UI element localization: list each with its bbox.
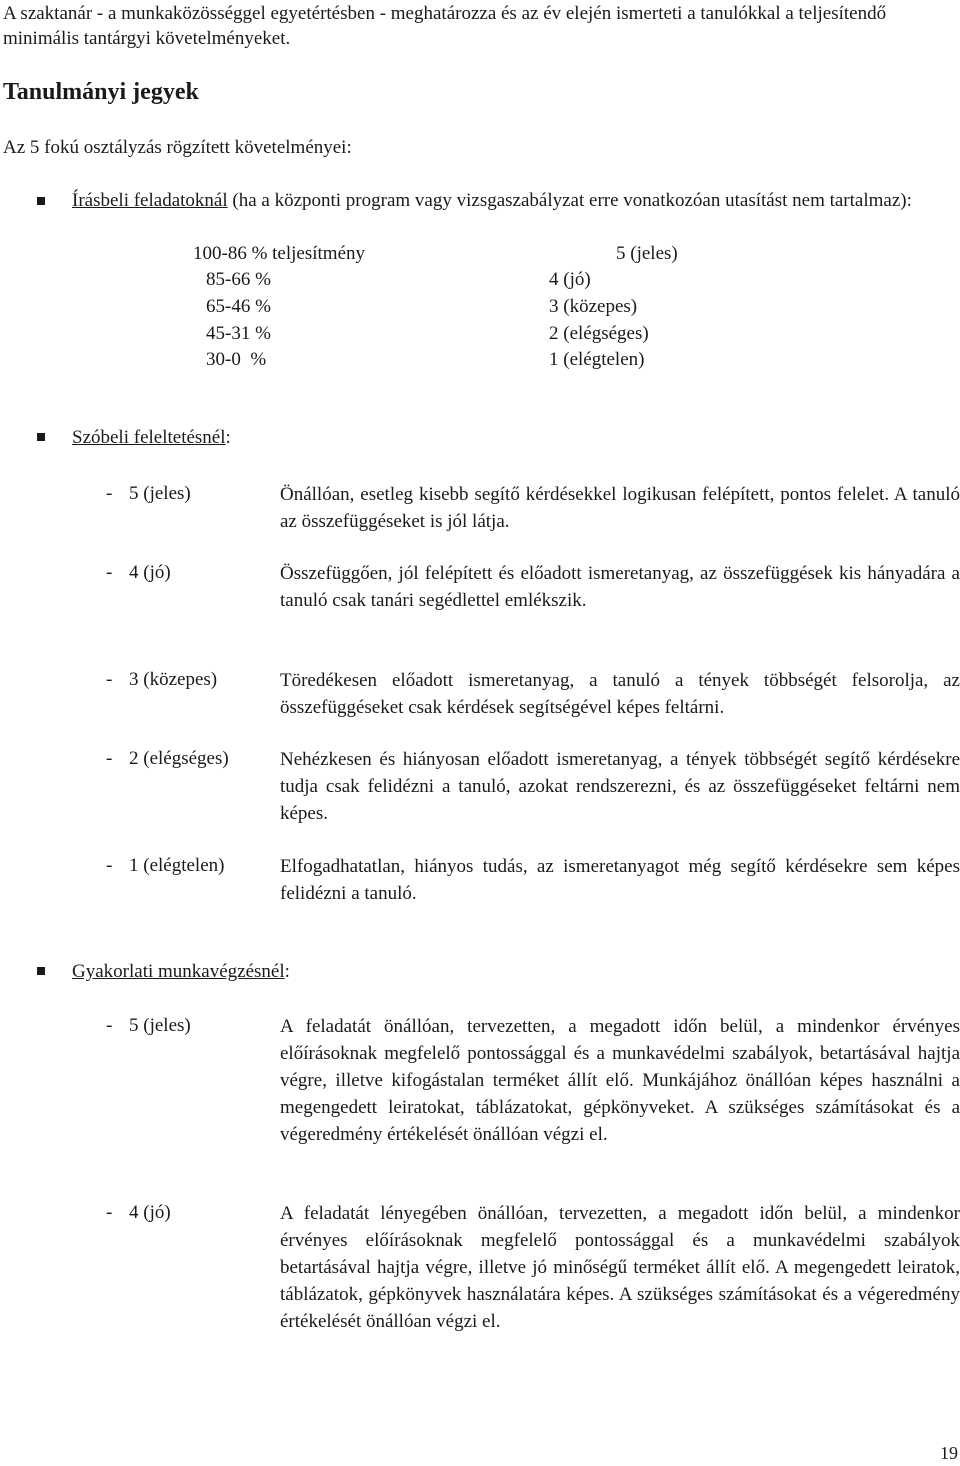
practical-label: Gyakorlati munkavégzésnél — [72, 961, 285, 982]
dash: - — [106, 669, 113, 690]
oral-grade-item — [106, 667, 960, 721]
grade-description: A feladatát lényegében önállóan, tervezetten, a megadott időn belül, a mindenkor érvényes előírásoknak megfelelő pontossággal és a munkavédelmi szabályok betartásával hajtja végre, illetve jó minőségű terméket állít elő. A megengedett leiratok, táblázatok, gépkönyvek használatára képes. A szükséges számításokat és a végeredmény értékelését önállóan végzi el. — [280, 1203, 960, 1332]
grade-percent: 65-46 % — [206, 296, 271, 317]
dash: - — [106, 855, 113, 876]
bullet-square-icon — [37, 197, 45, 205]
oral-grade-item — [106, 853, 960, 907]
grade-value: 5 (jeles) — [616, 243, 678, 264]
grade-row — [206, 347, 906, 373]
written-tasks-note: (ha a központi program vagy vizsgaszabályzat erre vonatkozóan utasítást nem tartalmaz): — [227, 190, 912, 211]
grade-description: Önállóan, esetleg kisebb segítő kérdésekkel logikusan felépített, pontos felelet. A tanuló az összefüggéseket is jól látja. — [280, 484, 960, 532]
grade-percent: 85-66 % — [206, 269, 271, 290]
bullet-square-icon — [37, 967, 45, 975]
written-tasks-label: Írásbeli feladatoknál — [72, 190, 228, 211]
oral-label: Szóbeli feleltetésnél — [72, 427, 226, 448]
dash: - — [106, 562, 113, 583]
oral-colon: : — [225, 427, 231, 448]
bullet-square-icon — [37, 433, 45, 441]
practical-grade-item — [106, 1013, 960, 1148]
practical-colon: : — [284, 961, 290, 982]
grade-value: 1 (elégtelen) — [549, 349, 645, 370]
grade-label: 2 (elégséges) — [129, 748, 229, 769]
grade-description: Összefüggően, jól felépített és előadott ismeretanyag, az összefüggések kis hányadára a tanuló csak tanári segédlettel emlékszik. — [280, 563, 960, 611]
grade-label: 4 (jó) — [129, 1202, 171, 1223]
oral-grade-item — [106, 481, 960, 535]
section-heading: Tanulmányi jegyek — [3, 79, 199, 105]
grade-label: 5 (jeles) — [129, 1015, 191, 1036]
grade-description: Elfogadhatatlan, hiányos tudás, az ismeretanyagot még segítő kérdésekre sem képes felidézni a tanuló. — [280, 856, 960, 904]
grading-subheading: Az 5 fokú osztályzás rögzített követelményei: — [3, 137, 352, 158]
grade-description: Töredékesen előadott ismeretanyag, a tanuló a tények többségét felsorolja, az összefüggéseket csak kérdések segítségével képes feltárni. — [280, 670, 960, 718]
grade-value: 2 (elégséges) — [549, 323, 649, 344]
page-number: 19 — [940, 1443, 958, 1463]
grade-label: 4 (jó) — [129, 562, 171, 583]
grade-row — [206, 267, 906, 293]
grade-row — [206, 294, 906, 320]
grade-description: Nehézkesen és hiányosan előadott ismeretanyag, a tények többségét segítő kérdésekre tudja csak felidézni a tanuló, azokat rendszerezni, és az összefüggéseket feltárni nem képes. — [280, 749, 960, 824]
dash: - — [106, 748, 113, 769]
practical-grade-item — [106, 1200, 960, 1335]
dash: - — [106, 1015, 113, 1036]
intro-paragraph: A szaktanár - a munkaközösséggel egyetértésben - meghatározza és az év elején ismerteti a tanulókkal a teljesítendő minimális tantárgyi követelményeket. — [3, 3, 887, 49]
dash: - — [106, 1202, 113, 1223]
grade-percent: 45-31 % — [206, 323, 271, 344]
written-tasks-intro — [72, 187, 960, 214]
practical-section-title — [72, 959, 290, 985]
grade-row — [206, 321, 906, 347]
grade-description: A feladatát önállóan, tervezetten, a megadott időn belül, a mindenkor érvényes előírásoknak megfelelő pontossággal és a munkavédelmi szabályok, betartásával hajtja végre, illetve kifogástalan terméket állít elő. Munkájához önállóan képes használni a megengedett leiratokat, táblázatokat, gépkönyveket. A szükséges számításokat és a végeredmény értékelését önállóan végzi el. — [280, 1016, 960, 1145]
grade-value: 3 (közepes) — [549, 296, 638, 317]
oral-section-title — [72, 425, 231, 451]
oral-grade-item — [106, 560, 960, 614]
grade-percent: 30-0 % — [206, 349, 267, 370]
dash: - — [106, 483, 113, 504]
oral-grade-item — [106, 746, 960, 827]
grade-value: 4 (jó) — [549, 269, 591, 290]
grade-percent: 100-86 % teljesítmény — [193, 243, 366, 264]
grade-label: 3 (közepes) — [129, 669, 218, 690]
grade-label: 1 (elégtelen) — [129, 855, 225, 876]
grade-row — [193, 241, 906, 267]
grade-label: 5 (jeles) — [129, 483, 191, 504]
